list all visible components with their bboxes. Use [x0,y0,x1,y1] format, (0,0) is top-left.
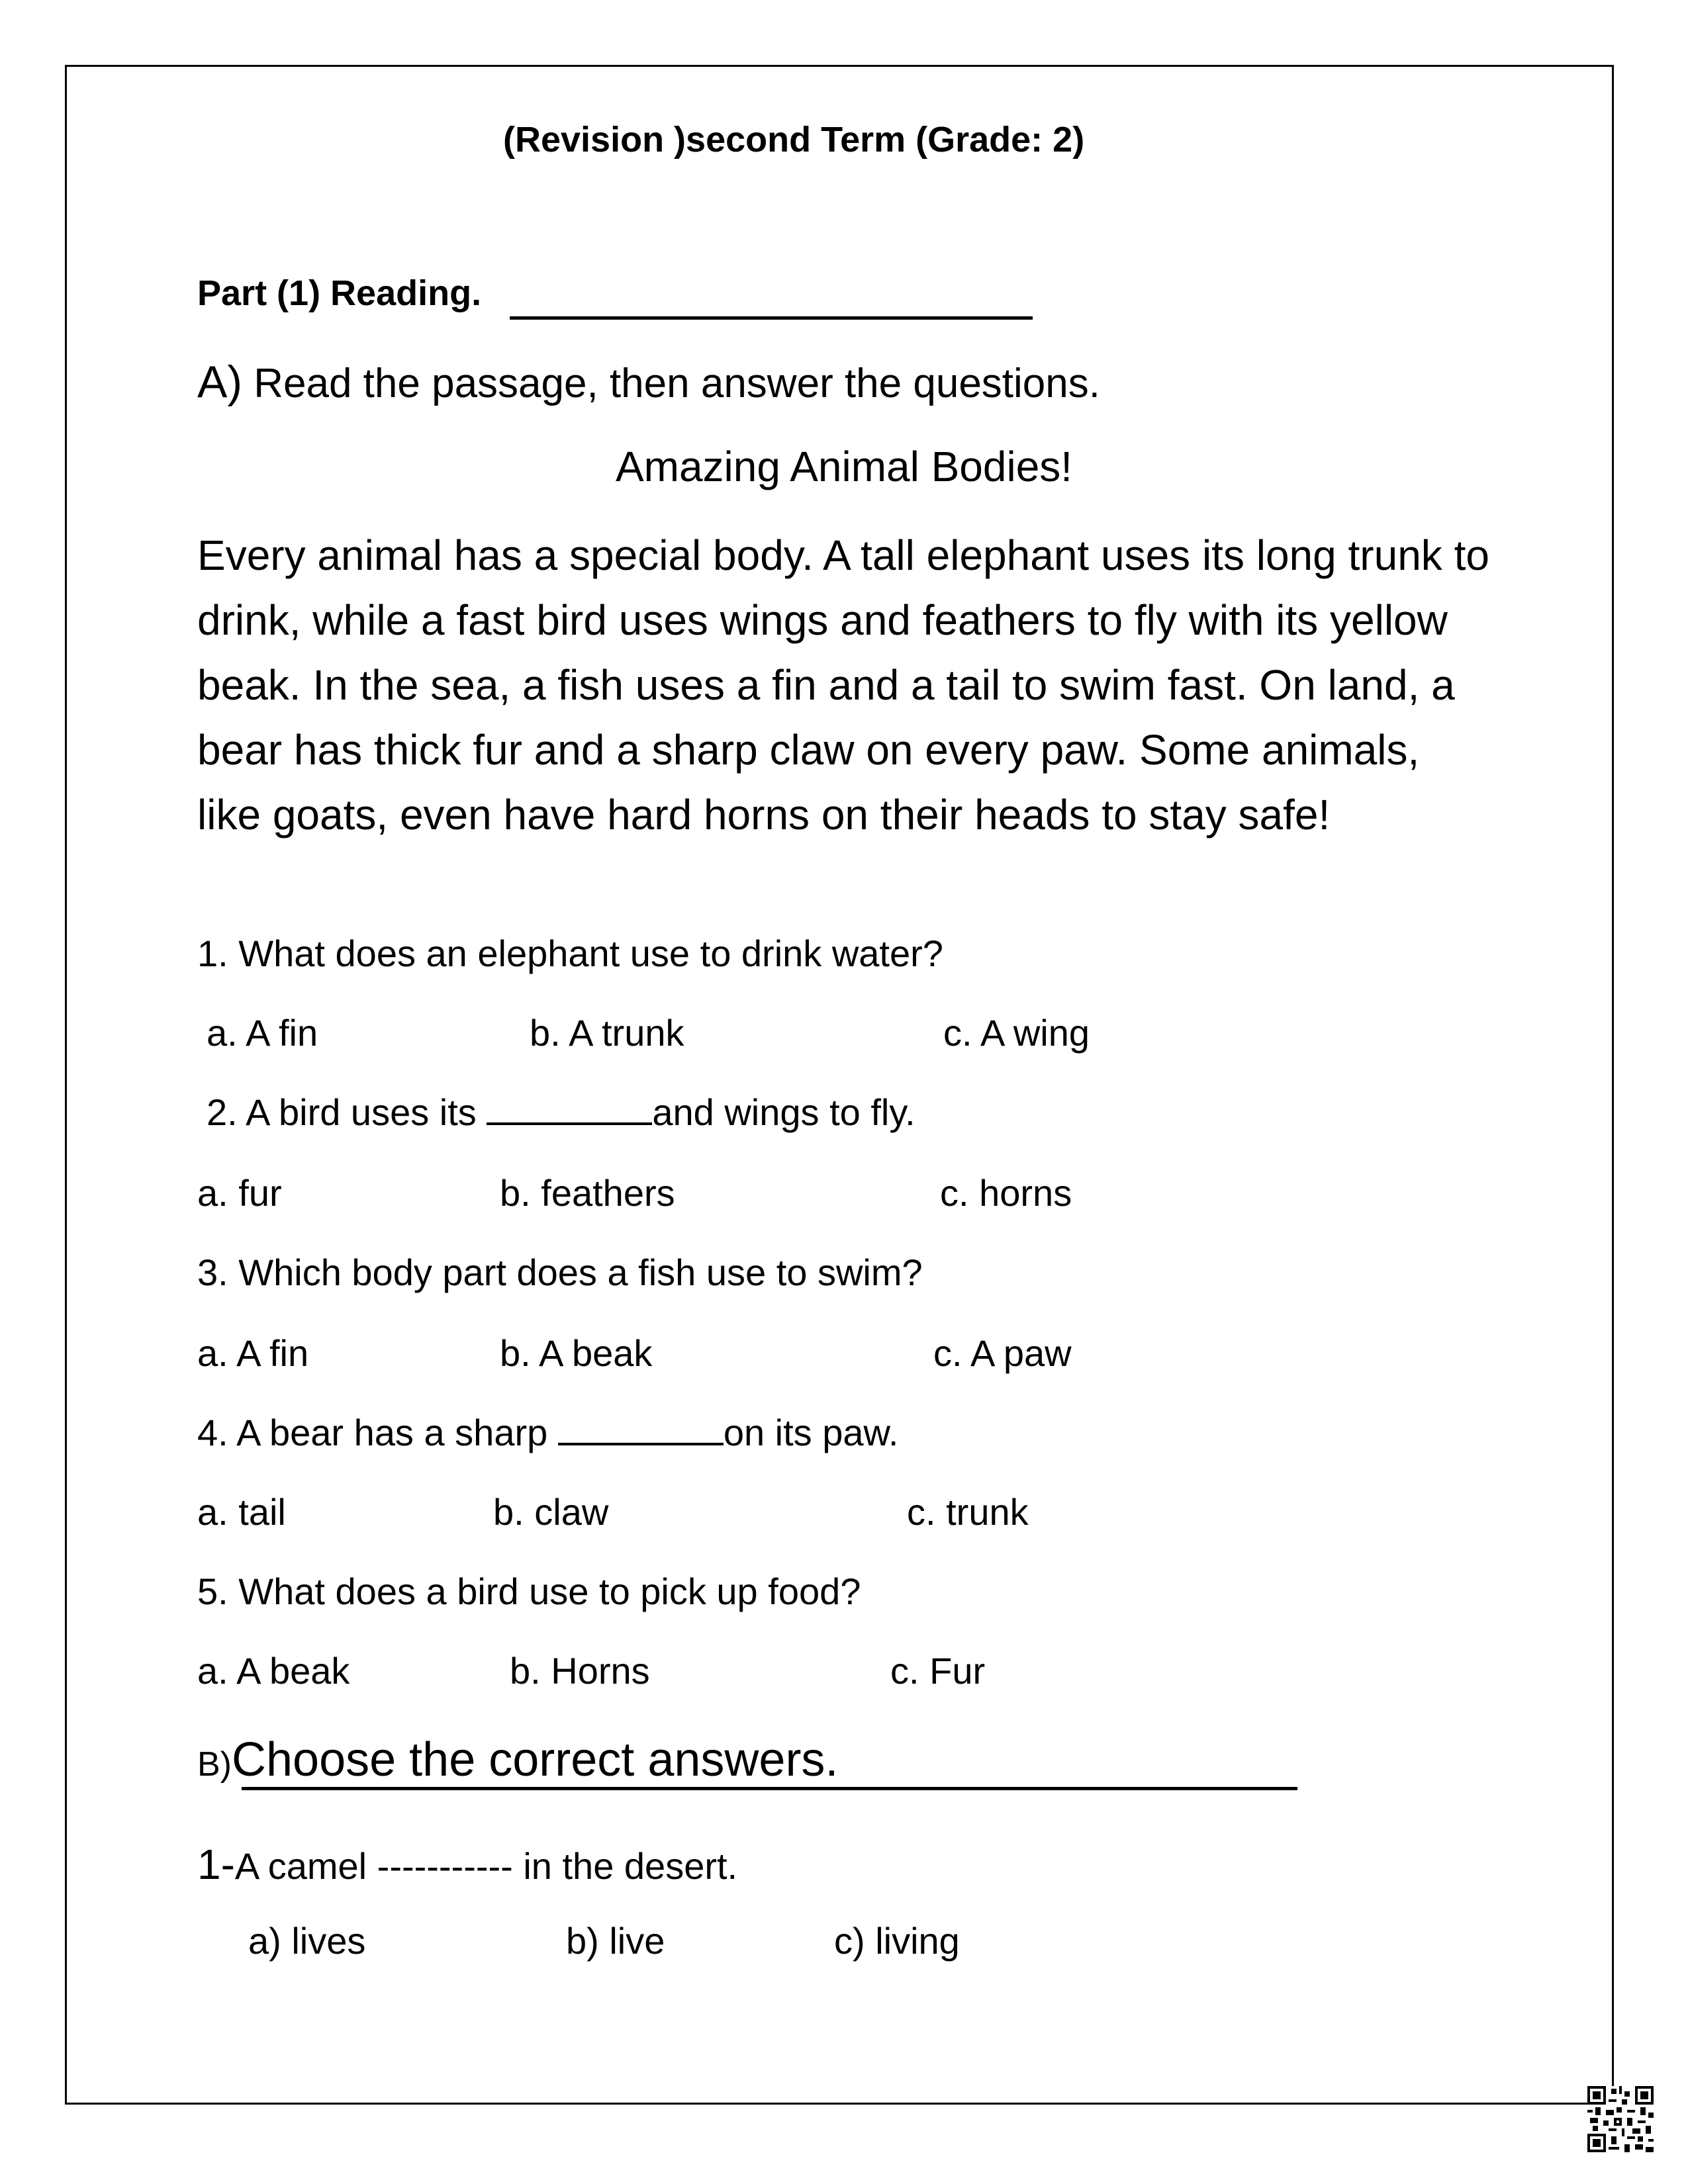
part-heading-underline [510,316,1033,320]
passage-text: Every animal has a special body. A tall elephant uses its long trunk to drink, while a fast bird uses wings and feathers to fly with its yellow beak. In the sea, a fish uses a fin and a tail to swim fast. On land, a bear has thick fur and a sharp claw on every paw. Some animals, like goats, even have hard horns on their heads to stay safe! [197,531,1489,839]
q3-option-c: c. A paw [933,1332,1072,1374]
q1-option-c: c. A wing [943,1012,1090,1054]
question-1: 1. What does an elephant use to drink water? [197,933,943,974]
q2-option-c: c. horns [940,1172,1072,1214]
q2-option-b: b. feathers [500,1172,675,1214]
q4-option-a: a. tail [197,1491,286,1533]
qr-code-icon [1587,2086,1654,2152]
answer-blank [487,1096,652,1125]
question-2: 2. A bird uses its and wings to fly. [207,1091,915,1133]
part-heading: Part (1) Reading. [197,273,482,313]
b1-option-b: b) live [566,1920,665,1962]
q5-option-b: b. Horns [510,1650,650,1692]
q3-option-b: b. A beak [500,1332,653,1374]
q1-option-b: b. A trunk [530,1012,684,1054]
question-4: 4. A bear has a sharp on its paw. [197,1412,899,1453]
b1-option-a: a) lives [248,1920,366,1962]
section-b-underline [242,1787,1297,1790]
question-5: 5. What does a bird use to pick up food? [197,1570,861,1612]
section-a-letter: A) [197,357,242,407]
question-3: 3. Which body part does a fish use to swim? [197,1251,923,1293]
q5-option-c: c. Fur [890,1650,986,1692]
section-b-question-1: 1-A camel ----------- in the desert. [197,1841,738,1888]
q5-option-a: a. A beak [197,1650,350,1692]
q3-option-a: a. A fin [197,1332,309,1374]
answer-blank [558,1416,724,1445]
section-a-instruction: A) Read the passage, then answer the questions. [197,357,1100,407]
section-b-letter: B) [197,1745,232,1784]
passage-title: Amazing Animal Bodies! [615,443,1073,490]
q4-option-b: b. claw [493,1491,609,1533]
section-b-instruction: B)Choose the correct answers. [197,1733,839,1786]
b1-option-c: c) living [834,1920,960,1962]
q1-option-a: a. A fin [207,1012,318,1054]
q4-option-c: c. trunk [907,1491,1029,1533]
q2-option-a: a. fur [197,1172,282,1214]
